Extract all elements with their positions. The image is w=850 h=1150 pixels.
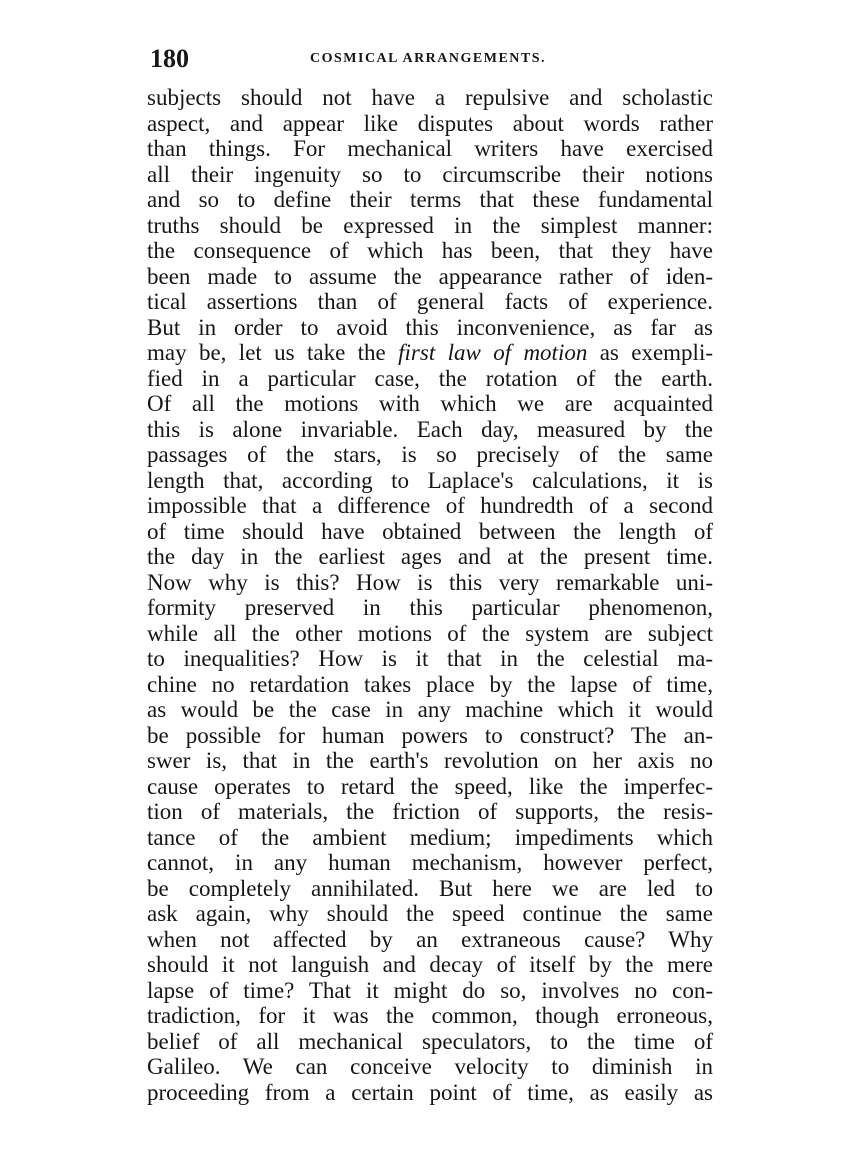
page-header (150, 44, 715, 78)
text-line: truths should be expressed in the simplest manner: (147, 212, 713, 238)
text-line: tical assertions than of general facts of experience. (147, 289, 713, 314)
text-line: cause operates to retard the speed, like the imperfec- (147, 773, 713, 799)
text-line (147, 340, 713, 366)
text-line: than things. For mechanical writers have exercised (147, 136, 713, 161)
text-line: all their ingenuity so to circumscribe their notions (147, 161, 713, 187)
text-line: of time should have obtained between the length of (147, 518, 713, 544)
text-line: fied in a particular case, the rotation of the earth. (147, 365, 713, 391)
text-line: subjects should not have a repulsive and scholastic (147, 85, 713, 110)
text-line: tradiction, for it was the common, though erroneous, (147, 1003, 713, 1028)
page-number: 180 (150, 44, 189, 73)
text-line: the day in the earliest ages and at the present time. (147, 544, 713, 569)
text-line: should it not languish and decay of itself by the mere (147, 952, 713, 977)
text-line: impossible that a difference of hundredth of a second (147, 493, 713, 518)
text-line: to inequalities? How is it that in the celestial ma- (147, 646, 713, 671)
text-line: chine no retardation takes place by the lapse of time, (147, 671, 713, 697)
text-line: as would be the case in any machine which it would (147, 697, 713, 722)
text-line: Now why is this? How is this very remarkable uni- (147, 569, 713, 595)
text-line: cannot, in any human mechanism, however perfect, (147, 850, 713, 875)
text-line: while all the other motions of the system are subject (147, 620, 713, 646)
text-line: But in order to avoid this inconvenience, as far as (147, 314, 713, 340)
text-line: the consequence of which has been, that they have (147, 238, 713, 263)
text-line: length that, according to Laplace's calculations, it is (147, 467, 713, 493)
text-line: this is alone invariable. Each day, measured by the (147, 416, 713, 442)
text-segment: as exempli- (587, 340, 713, 365)
text-line: proceeding from a certain point of time, as easily as (147, 1079, 713, 1105)
text-line: when not affected by an extraneous cause? Why (147, 926, 713, 952)
text-line: be possible for human powers to construct? The an- (147, 722, 713, 748)
running-head: COSMICAL ARRANGEMENTS. (310, 51, 547, 66)
text-line: tion of materials, the friction of supports, the resis- (147, 799, 713, 824)
text-line: lapse of time? That it might do so, involves no con- (147, 977, 713, 1003)
body-text (147, 85, 713, 1105)
text-line: be completely annihilated. But here we are led to (147, 875, 713, 901)
text-segment: may be, let us take the (147, 340, 399, 365)
text-line: Of all the motions with which we are acquainted (147, 391, 713, 416)
text-line: swer is, that in the earth's revolution on her axis no (147, 748, 713, 773)
text-line: formity preserved in this particular phenomenon, (147, 595, 713, 620)
text-line: passages of the stars, is so precisely of the same (147, 442, 713, 467)
text-line: tance of the ambient medium; impediments which (147, 824, 713, 850)
text-line: and so to define their terms that these fundamental (147, 187, 713, 212)
text-line: belief of all mechanical speculators, to the time of (147, 1028, 713, 1054)
text-line: Galileo. We can conceive velocity to diminish in (147, 1054, 713, 1079)
italic-phrase: first law of motion (398, 340, 588, 365)
text-line: ask again, why should the speed continue the same (147, 901, 713, 926)
text-line: aspect, and appear like disputes about words rather (147, 110, 713, 136)
text-line: been made to assume the appearance rather of iden- (147, 263, 713, 289)
